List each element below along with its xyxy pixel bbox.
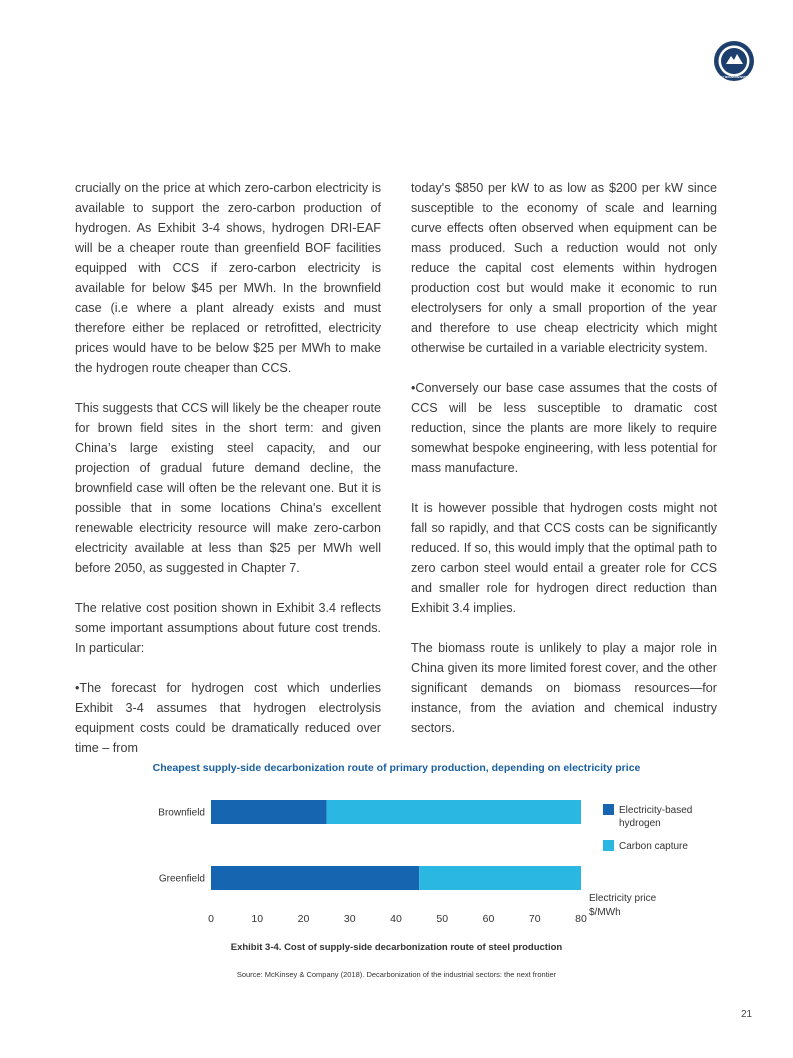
- x-tick-label: 50: [436, 913, 449, 925]
- x-axis-label: $/MWh: [589, 907, 621, 918]
- category-label: Brownfield: [158, 807, 205, 819]
- bar-chart: [0, 780, 793, 930]
- paragraph: today's $850 per kW to as low as $200 per kW since susceptible to the economy of scale and learning curve effects often observed when equipment can be mass produced. Such a reduction would not only reduce the capital cost elements within hydrogen production cost but would make it economic to run electrolysers for only a small proportion of the year and therefore to use cheap electricity which might otherwise be curtailed in a variable electricity system.: [411, 181, 717, 355]
- x-tick-label: 70: [528, 913, 541, 925]
- legend-swatch-ccs: [603, 840, 614, 851]
- legend-label: Carbon capture: [619, 841, 688, 852]
- legend-label: Electricity-based: [619, 805, 693, 816]
- source-note: Source: McKinsey & Company (2018). Decarbonization of the industrial sectors: the next frontier: [236, 970, 557, 979]
- x-tick-label: 30: [343, 913, 356, 925]
- x-tick-label: 80: [575, 913, 587, 925]
- logo-text: ROCKY MOUNTAIN INSTITUTE: [715, 76, 753, 79]
- bullet-paragraph: •Conversely our base case assumes that the costs of CCS will be less susceptible to dramatic cost reduction, since the plants are more likely to require somewhat bespoke engineering, with less potential for mass manufacture.: [411, 381, 717, 475]
- x-tick-label: 0: [208, 913, 214, 925]
- x-tick-label: 10: [251, 913, 264, 925]
- paragraph: It is however possible that hydrogen costs might not fall so rapidly, and that CCS costs can be significantly reduced. If so, this would imply that the optimal path to zero carbon steel would entail a greater role for CCS and smaller role for hydrogen direct reduction than Exhibit 3.4 implies.: [411, 501, 717, 615]
- paragraph: This suggests that CCS will likely be the cheaper route for brown field sites in the short term: and given China’s large existing steel capacity, and our projection of gradual future demand decline, the brownfield case will often be the relevant one. But it is possible that in some locations China's excellent renewable electricity resource will make zero-carbon electricity available at less than $25 per MWh well before 2050, as suggested in Chapter 7.: [75, 401, 381, 575]
- paragraph: crucially on the price at which zero-carbon electricity is available to support the zero-carbon production of hydrogen. As Exhibit 3-4 shows, hydrogen DRI-EAF will be a cheaper route than greenfield BOF facilities equipped with CCS if zero-carbon electricity is available for below $45 per MWh. In the brownfield case (i.e where a plant already exists and must therefore either be replaced or retrofitted, electricity prices would have to be below $25 per MWh to make the hydrogen route cheaper than CCS.: [75, 181, 381, 375]
- paragraph: The relative cost position shown in Exhibit 3.4 reflects some important assumptions about future cost trends. In particular:: [75, 601, 381, 655]
- chart-title: Cheapest supply-side decarbonization route of primary production, depending on electricity price: [152, 762, 641, 774]
- bar-greenfield-hydrogen: [211, 866, 419, 890]
- body-left-column: [75, 178, 381, 758]
- exhibit-caption: Exhibit 3-4. Cost of supply-side decarbonization route of steel production: [230, 942, 563, 953]
- rmi-logo: [713, 40, 755, 82]
- bullet-paragraph: •The forecast for hydrogen cost which underlies Exhibit 3-4 assumes that hydrogen electrolysis equipment costs could be dramatically reduced over time – from: [75, 681, 381, 755]
- bar-brownfield-ccs: [327, 800, 581, 824]
- bar-greenfield-ccs: [419, 866, 581, 890]
- paragraph: The biomass route is unlikely to play a major role in China given its more limited forest cover, and the other significant demands on biomass resources—for instance, from the aviation and chemical industry sectors.: [411, 641, 717, 735]
- x-axis-label: Electricity price: [589, 893, 657, 904]
- x-tick-label: 20: [297, 913, 310, 925]
- bar-brownfield-hydrogen: [211, 800, 327, 824]
- x-tick-label: 40: [390, 913, 402, 925]
- body-right-column: [411, 178, 717, 738]
- category-label: Greenfield: [158, 873, 205, 885]
- x-tick-label: 60: [482, 913, 495, 925]
- legend-label: hydrogen: [619, 818, 661, 829]
- page-number: 21: [741, 1009, 753, 1020]
- legend-swatch-hydrogen: [603, 804, 614, 815]
